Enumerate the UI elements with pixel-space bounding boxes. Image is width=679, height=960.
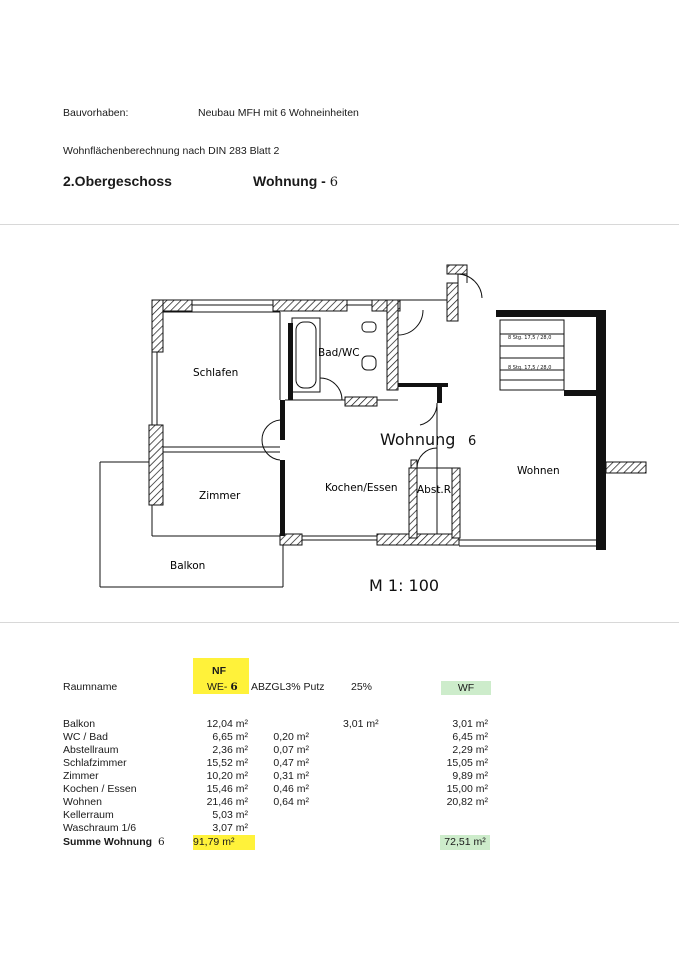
fold-line-bottom [0, 622, 679, 623]
floor-title: 2.Obergeschoss [63, 173, 172, 189]
row-abz: 0,46 m² [273, 783, 309, 795]
row-name: Waschraum 1/6 [63, 822, 137, 834]
room-label-abst: Abst.R [417, 484, 452, 496]
row-name: Zimmer [63, 770, 99, 782]
col-header-we-text: WE- [207, 681, 228, 693]
row-wf: 9,89 m² [452, 770, 488, 782]
plan-scale: M 1: 100 [369, 576, 440, 595]
row-wf: 15,05 m² [446, 757, 488, 769]
col-header-raumname: Raumname [63, 681, 118, 693]
sum-label-text: Summe Wohnung [63, 836, 153, 848]
room-label-wohnen: Wohnen [517, 465, 560, 477]
row-nf: 21,46 m² [206, 796, 248, 808]
row-abz: 0,64 m² [273, 796, 309, 808]
row-wf: 2,29 m² [452, 744, 488, 756]
nf-label: NF [212, 665, 226, 677]
unit-title [253, 173, 338, 190]
row-abz: 0,47 m² [273, 757, 309, 769]
row-name: Kochen / Essen [63, 783, 137, 795]
col-header-wf: WF [441, 681, 491, 695]
row-name: Wohnen [63, 796, 102, 808]
row-name: Kellerraum [63, 809, 114, 821]
row-wf: 6,45 m² [452, 731, 488, 743]
row-name: Schlafzimmer [63, 757, 127, 769]
calculation-label: Wohnflächenberechnung nach DIN 283 Blatt 2 [63, 145, 280, 157]
row-name: WC / Bad [63, 731, 108, 743]
col-header-we-number: 6 [230, 681, 238, 693]
hatched-walls [149, 265, 646, 545]
row-nf: 15,52 m² [206, 757, 248, 769]
row-pct-balkon: 3,01 m² [343, 718, 379, 730]
unit-title-text: Wohnung - [253, 173, 326, 189]
row-nf: 6,65 m² [212, 731, 248, 743]
row-abz [255, 718, 309, 731]
plan-unit-number: 6 [468, 434, 477, 449]
col-header-pct: 25% [351, 681, 373, 693]
room-label-kochen: Kochen/Essen [325, 482, 398, 494]
col-header-abz: ABZGL3% Putz [251, 681, 325, 693]
row-nf: 2,36 m² [212, 744, 248, 756]
sum-nf: 91,79 m² [193, 835, 255, 850]
room-label-balkon: Balkon [170, 560, 206, 572]
abz-values-column [255, 718, 309, 809]
room-label-schlafen: Schlafen [193, 367, 239, 379]
row-wf: 20,82 m² [446, 796, 488, 808]
wf-values-column [431, 718, 488, 809]
row-wf: 15,00 m² [446, 783, 488, 795]
project-label: Bauvorhaben: [63, 107, 129, 119]
col-header-we [207, 681, 238, 693]
row-nf: 10,20 m² [206, 770, 248, 782]
stair-label-bottom: 8 Stg. 17,5 / 28,0 [508, 365, 552, 371]
row-wf: 3,01 m² [452, 718, 488, 730]
row-abz: 0,20 m² [273, 731, 309, 743]
sum-wf: 72,51 m² [440, 835, 490, 850]
row-name: Abstellraum [63, 744, 119, 756]
room-label-zimmer: Zimmer [199, 490, 241, 502]
room-label-bad: Bad/WC [318, 347, 360, 359]
sum-label-number: 6 [157, 836, 165, 848]
row-nf: 15,46 m² [206, 783, 248, 795]
stair-label-top: 8 Stg. 17,5 / 28,0 [508, 335, 552, 341]
room-names-column [63, 718, 137, 835]
project-value: Neubau MFH mit 6 Wohneinheiten [198, 107, 359, 119]
row-nf: 12,04 m² [206, 718, 248, 730]
row-abz: 0,31 m² [273, 770, 309, 782]
floor-plan [0, 225, 679, 605]
row-abz: 0,07 m² [273, 744, 309, 756]
plan-unit-label: Wohnung [380, 430, 456, 449]
row-name: Balkon [63, 718, 96, 730]
nf-values-column [185, 718, 248, 835]
sum-label [63, 836, 165, 848]
unit-title-number: 6 [329, 175, 338, 190]
row-nf: 3,07 m² [212, 822, 248, 834]
row-nf: 5,03 m² [212, 809, 248, 821]
